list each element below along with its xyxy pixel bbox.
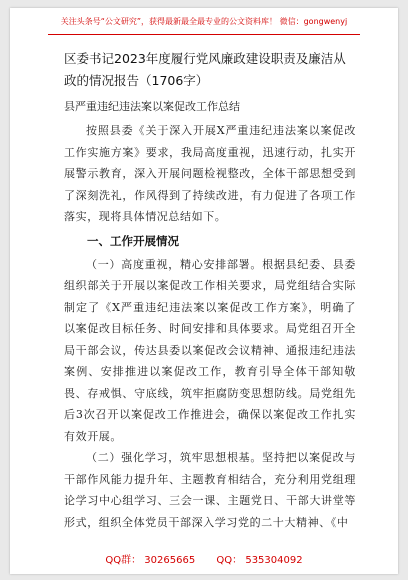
- body-paragraph: （二）强化学习，筑牢思想根基。坚持把以案促改与干部作风能力提升年、主题教育相结合，充分利用党组理论学习中心组学习、三会一课、主题党日、干部大讲堂等形式，组织全体党员干部深入学习党的二十大精神、《中: [64, 451, 356, 529]
- banner-divider: [48, 34, 360, 35]
- body-paragraph: （一）高度重视，精心安排部署。根据县纪委、县委组织部关于开展以案促改工作相关要求，局党组结合实际制定了《X严重违纪违法案以案促改工作方案》，明确了以案促改目标任务、时间安排和具体要求。局党组召开全局干部会议，传达县委以案促改会议精神、通报违纪违法案例、安排推进以案促改工作，教育引导全体干部知敬畏、存戒惧、守底线，筑牢拒腐防变思想防线。局党组先后3次召开以案促改工作推进会，确保以案促改工作扎实有效开展。: [64, 257, 356, 443]
- document-page: [10, 8, 398, 574]
- section-heading: 一、工作开展情况: [87, 233, 179, 248]
- qq-contact-text: QQ： 535304092: [216, 555, 303, 566]
- document-title: 区委书记2023年度履行党风廉政建设职责及廉洁从政的情况报告（1706字）: [64, 51, 346, 88]
- document-body: [64, 48, 356, 533]
- intro-paragraph: 按照县委《关于深入开展X严重违纪违法案以案促改工作实施方案》要求，我局高度重视，迅速行动，扎实开展警示教育，深入开展问题检视整改，全体干部思想受到了深刻洗礼，作风得到了持续改进，有力促进了各项工作落实，现将具体情况总结如下。: [64, 124, 356, 223]
- document-subtitle: 县严重违纪违法案以案促改工作总结: [64, 100, 240, 113]
- promo-banner: 关注头条号“公文研究”，获得最新最全最专业的公文资料库！ 微信：gongwenyj: [60, 17, 348, 26]
- qq-group-text: QQ群： 30265665: [105, 555, 196, 566]
- contact-footer: [10, 554, 398, 568]
